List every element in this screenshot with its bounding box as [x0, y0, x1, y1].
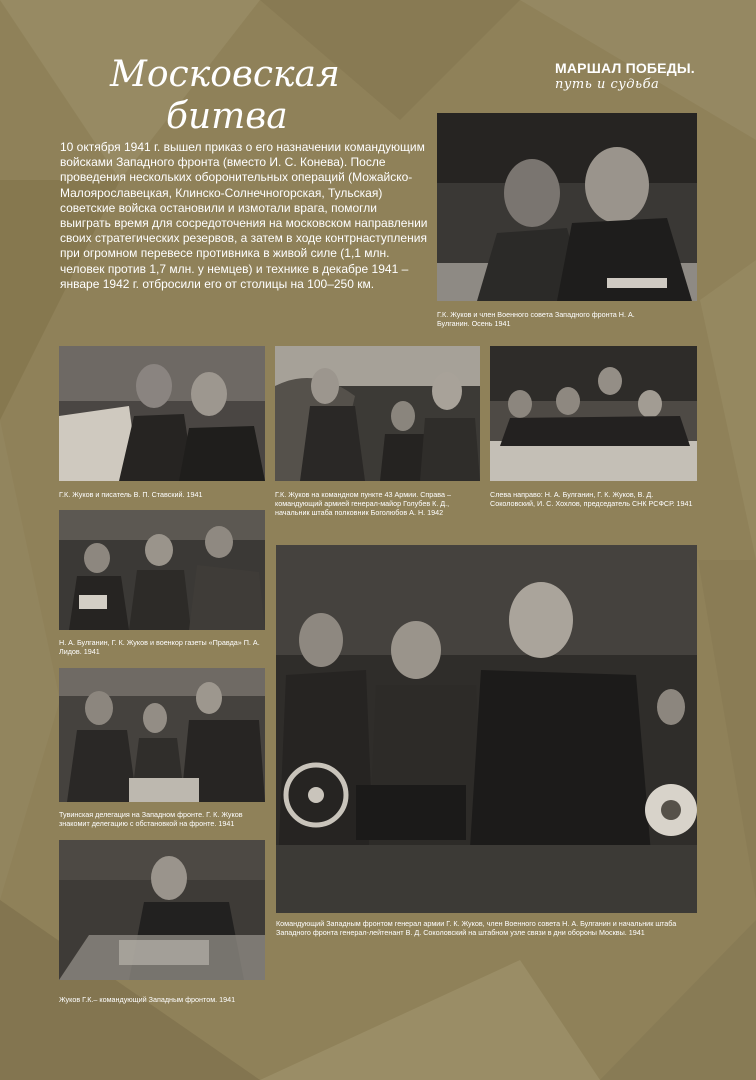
brand-subtitle: путь и судьба [555, 77, 660, 92]
brand-logo [555, 60, 715, 92]
photo-tuvan-delegation [59, 668, 265, 802]
photo-bulganin-zhukov-group [490, 346, 697, 481]
photo-zhukov-stavsky [59, 346, 265, 481]
page-title [100, 48, 400, 138]
caption-photo-2: Г.К. Жуков и писатель В. П. Ставский. 1941 [59, 490, 203, 499]
photo-zhukov-43-army [275, 346, 480, 481]
photo-bulganin-zhukov-lidov [59, 510, 265, 630]
photo-zhukov-bulganin [437, 113, 697, 301]
caption-photo-5: Н. А. Булганин, Г. К. Жуков и военкор газеты «Правда» П. А. Лидов. 1941 [59, 638, 260, 657]
photo-staff-communication-hub [276, 545, 697, 913]
page-title-line2: битва [166, 96, 288, 137]
caption-photo-7: Жуков Г.К.– командующий Западным фронтом. 1941 [59, 995, 236, 1004]
caption-photo-4: Слева направо: Н. А. Булганин, Г. К. Жуков, В. Д. Соколовский, И. С. Хохлов, председатель СНК РСФСР. 1941 [490, 490, 693, 509]
page-title-line1: Московская [110, 54, 340, 95]
caption-photo-6: Тувинская делегация на Западном фронте. Г. К. Жуков знакомит делегацию с обстановкой на фронте. 1941 [59, 810, 243, 829]
caption-photo-3: Г.К. Жуков на командном пункте 43 Армии. Справа – командующий армией генерал-майор Голубев К. Д., начальник штаба полковник Боголюбов А. Н. 1942 [275, 490, 452, 518]
caption-photo-1: Г.К. Жуков и член Военного совета Западного фронта Н. А. Булганин. Осень 1941 [437, 310, 635, 329]
intro-paragraph: 10 октября 1941 г. вышел приказ о его назначении командующим войсками Западного фронта (вместо И. С. Конева). После проведения нескольких оборонительных операций (Можайско-Малоярославецкая, Клинско-Солнечногорская, Тульская) советские войска остановили и измотали врага, помогли выиграть время для сосредоточения на московском направлении своих стратегических резервов, а затем в ходе контрнаступления при огромном перевесе противника в живой силе (1,1 млн. человек против 1,7 млн. у немцев) и технике в декабре 1941 – январе 1942 г. отбросили его от столицы на 100–250 км. [60, 140, 428, 291]
photo-zhukov-commander [59, 840, 265, 980]
brand-main-text: МАРШАЛ ПОБЕДЫ. [555, 60, 695, 76]
caption-photo-8: Командующий Западным фронтом генерал армии Г. К. Жуков, член Военного совета Н. А. Булганин и начальник штаба Западного фронта генерал-лейтенант В. Д. Соколовский на штабном узле связи в дни обороны Москвы. 1941 [276, 919, 677, 938]
